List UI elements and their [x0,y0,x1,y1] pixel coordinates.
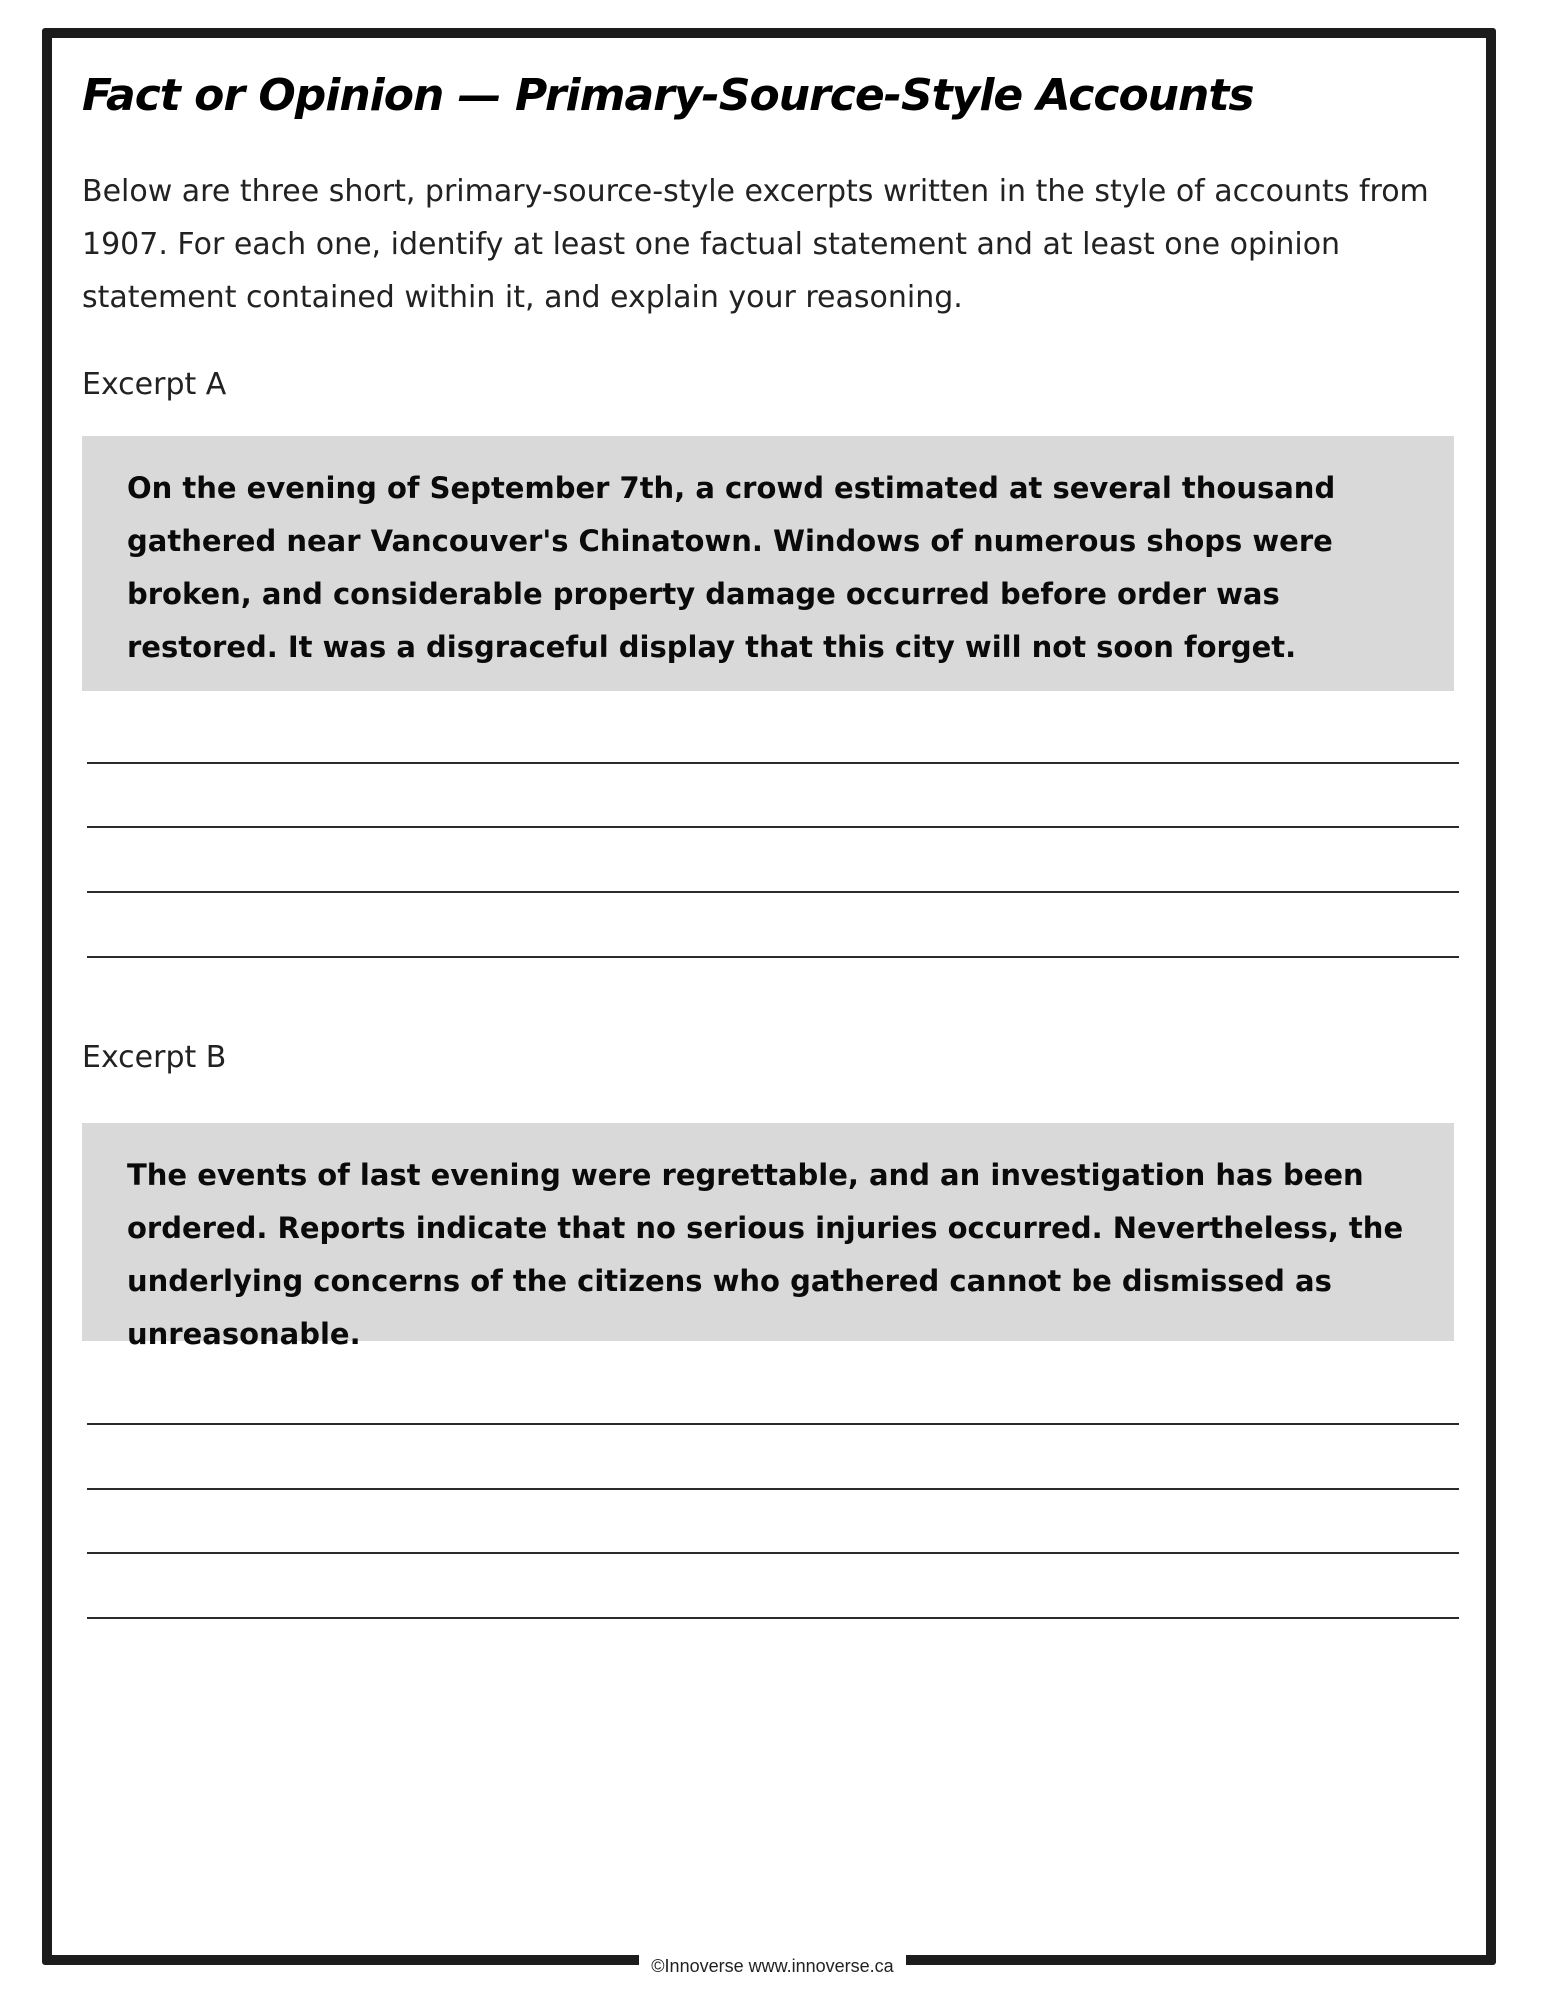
excerpt-b-label: Excerpt B [82,1040,227,1075]
excerpt-a-quote-box [82,436,1454,691]
footer-copyright: ©Innoverse www.innoverse.ca [639,1954,905,1978]
worksheet-title: Fact or Opinion — Primary-Source-Style Accounts [82,70,1254,121]
excerpt-b-answer-line-2[interactable] [87,1488,1459,1490]
excerpt-a-label: Excerpt A [82,367,227,402]
excerpt-b-answer-line-1[interactable] [87,1423,1459,1425]
excerpt-b-quote-box [82,1123,1454,1351]
instructions-paragraph: Below are three short, primary-source-style excerpts written in the style of accounts from 1907. For each one, identify at least one factual statement and at least one opinion statement contained within it, and explain your reasoning. [82,174,1429,315]
excerpt-b-text: The events of last evening were regrettable, and an investigation has been ordered. Reports indicate that no serious injuries occurred. Nevertheless, the underlying concerns of the citizens who gathered cannot be dismissed as unreasonable. [127,1158,1404,1351]
excerpt-a-answer-line-4[interactable] [87,956,1459,958]
excerpt-b-answer-line-3[interactable] [87,1552,1459,1554]
excerpt-a-answer-line-3[interactable] [87,891,1459,893]
excerpt-a-answer-line-2[interactable] [87,826,1459,828]
excerpt-a-answer-line-1[interactable] [87,762,1459,764]
excerpt-a-text: On the evening of September 7th, a crowd estimated at several thousand gathered near Vancouver's Chinatown. Windows of numerous shops were broken, and considerable property damage occurred before order was restored. It was a disgraceful display that this city will not soon forget. [127,471,1336,664]
excerpt-b-answer-line-4[interactable] [87,1617,1459,1619]
